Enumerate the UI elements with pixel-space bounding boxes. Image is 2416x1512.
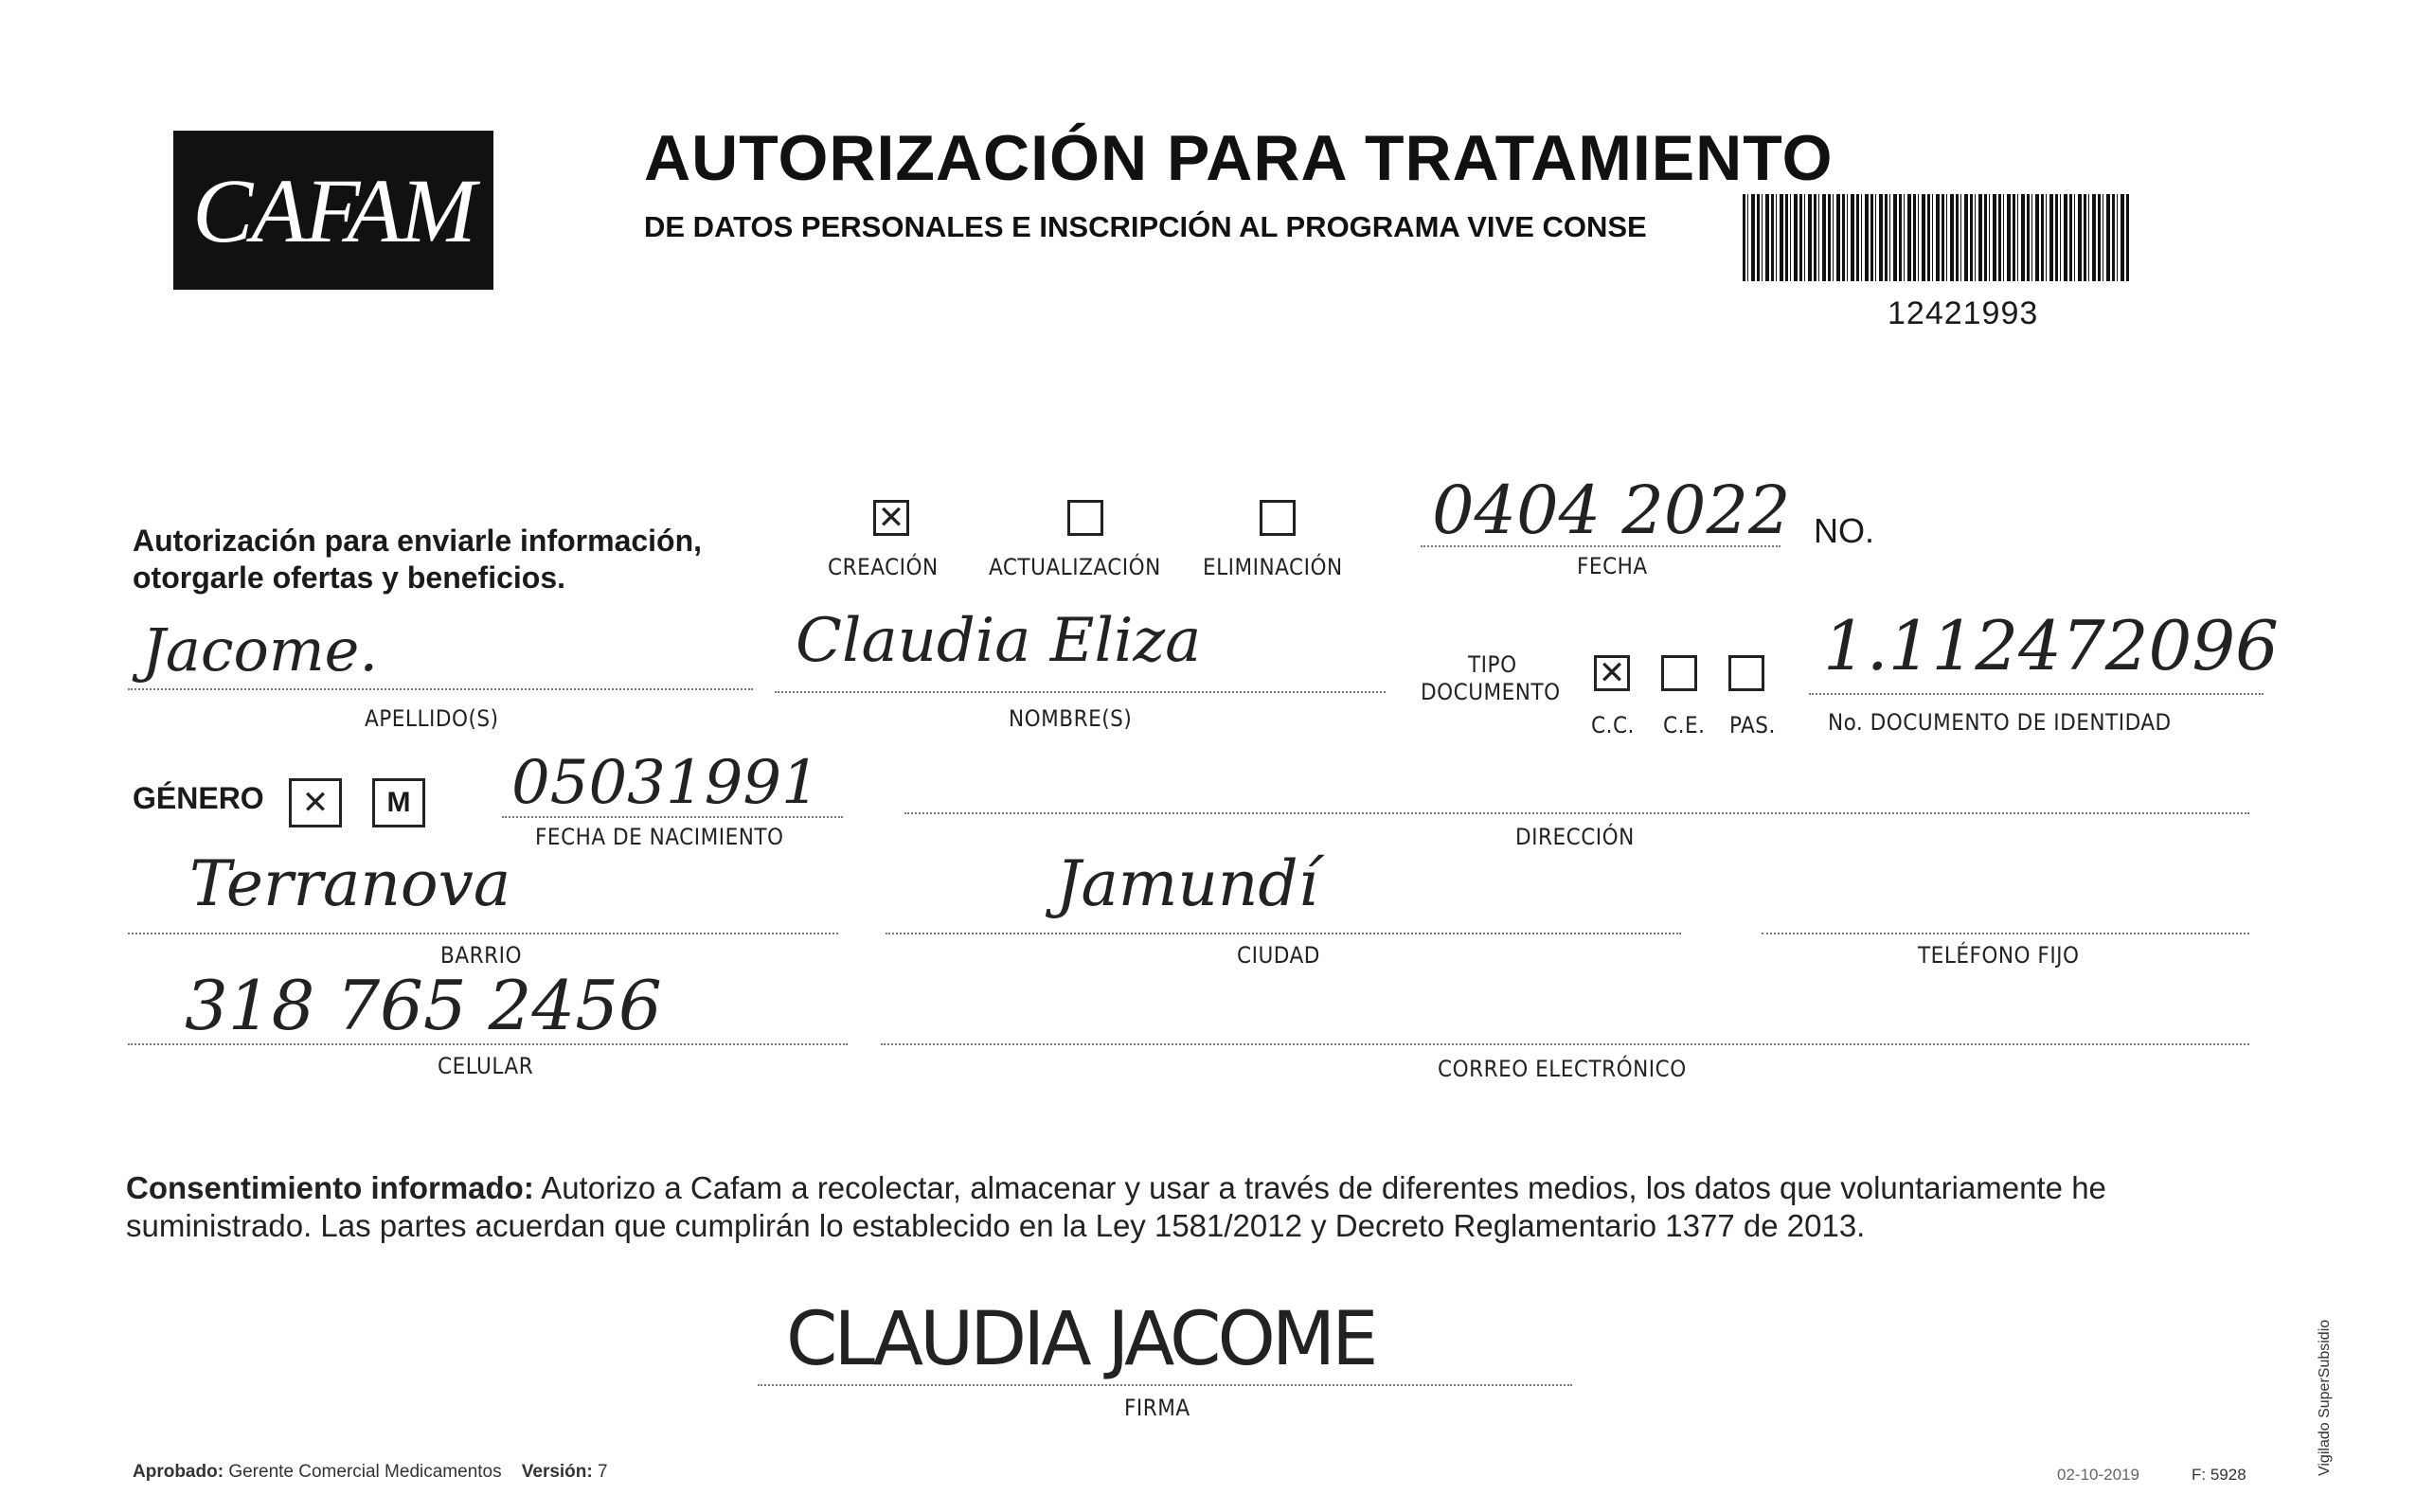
barcode-number: 12421993 <box>1888 295 2039 331</box>
signature-value: CLAUDIA JACOME <box>786 1297 1375 1382</box>
documento-label: No. DOCUMENTO DE IDENTIDAD <box>1828 709 2172 736</box>
correo-line <box>881 1043 2249 1045</box>
celular-line <box>128 1043 848 1045</box>
ciudad-line <box>886 933 1681 934</box>
nombres-line <box>775 691 1386 693</box>
vigilado-side-text: Vigilado SuperSubsidio <box>2317 1319 2333 1476</box>
celular-label: CELULAR <box>438 1053 534 1079</box>
celular-value: 318 765 2456 <box>185 966 662 1045</box>
correo-label: CORREO ELECTRÓNICO <box>1438 1056 1687 1082</box>
barrio-value: Terranova <box>189 847 511 920</box>
genero-f-checkbox[interactable] <box>289 778 342 827</box>
cc-label: C.C. <box>1591 712 1635 738</box>
barcode <box>1743 194 2131 281</box>
ce-checkbox[interactable] <box>1661 655 1697 691</box>
no-label: NO. <box>1814 511 1875 550</box>
genero-m-checkbox[interactable]: M <box>372 778 425 827</box>
cc-checkbox[interactable] <box>1594 655 1630 691</box>
consent-heading: Consentimiento informado: <box>126 1170 534 1205</box>
ciudad-label: CIUDAD <box>1237 942 1320 969</box>
ciudad-value: Jamundí <box>1056 847 1318 920</box>
creacion-label: CREACIÓN <box>828 554 939 580</box>
actualizacion-label: ACTUALIZACIÓN <box>989 554 1161 580</box>
direccion-line <box>904 812 2249 814</box>
nacimiento-line <box>502 816 843 818</box>
form-subtitle: DE DATOS PERSONALES E INSCRIPCIÓN AL PROGRAMA VIVE CONSE <box>644 210 1647 243</box>
creacion-checkbox[interactable] <box>873 500 909 536</box>
authorization-intro-line2: otorgarle ofertas y beneficios. <box>133 560 566 595</box>
fecha-label: FECHA <box>1577 553 1648 579</box>
tipo-documento-label-2: DOCUMENTO <box>1421 679 1561 705</box>
eliminacion-checkbox[interactable] <box>1260 500 1296 536</box>
direccion-label: DIRECCIÓN <box>1515 824 1635 850</box>
pas-checkbox[interactable] <box>1728 655 1764 691</box>
genero-label: GÉNERO <box>133 781 264 815</box>
aprobado-label: Aprobado: <box>133 1462 224 1482</box>
version-value: 7 <box>598 1462 608 1482</box>
telefono-line <box>1762 933 2249 934</box>
actualizacion-checkbox[interactable] <box>1067 500 1103 536</box>
nacimiento-value: 05031991 <box>511 748 820 818</box>
barrio-line <box>128 933 838 934</box>
fecha-line <box>1421 545 1781 547</box>
fecha-value: 0404 2022 <box>1432 471 1791 549</box>
nombres-label: NOMBRE(S) <box>1009 705 1133 732</box>
nacimiento-label: FECHA DE NACIMIENTO <box>535 824 784 850</box>
consent-text: Autorizo a Cafam a recolectar, almacenar y usar a través de diferentes medios, los datos que voluntariamente he suministrado. Las partes acuerdan que cumplirán lo establecido en la Ley 1581/2012 y Decreto Reglamentario 1377 de 2013. <box>126 1170 2106 1243</box>
authorization-intro-line1: Autorización para enviarle información, <box>133 524 703 558</box>
footer-code: F: 5928 <box>2192 1466 2246 1484</box>
telefono-label: TELÉFONO FIJO <box>1918 942 2080 969</box>
ce-label: C.E. <box>1663 712 1706 738</box>
pas-label: PAS. <box>1729 712 1776 738</box>
signature-label: FIRMA <box>1124 1395 1190 1421</box>
apellidos-label: APELLIDO(S) <box>365 705 499 732</box>
footer-aprobado <box>133 1462 608 1483</box>
apellidos-value: Jacome. <box>142 615 379 685</box>
apellidos-line <box>128 688 753 690</box>
consent-paragraph <box>126 1169 2238 1245</box>
footer-date: 02-10-2019 <box>2057 1466 2139 1484</box>
tipo-documento-label-1: TIPO <box>1468 651 1517 678</box>
aprobado-value: Gerente Comercial Medicamentos <box>228 1462 502 1482</box>
cafam-logo: CAFAM <box>173 131 493 290</box>
signature-line <box>758 1384 1572 1386</box>
nombres-value: Claudia Eliza <box>796 606 1202 676</box>
form-title: AUTORIZACIÓN PARA TRATAMIENTO <box>644 122 1834 194</box>
eliminacion-label: ELIMINACIÓN <box>1203 554 1343 580</box>
documento-value: 1.112472096 <box>1823 606 2279 685</box>
version-label: Versión: <box>521 1462 593 1482</box>
documento-line <box>1809 693 2264 695</box>
barrio-label: BARRIO <box>440 942 522 969</box>
